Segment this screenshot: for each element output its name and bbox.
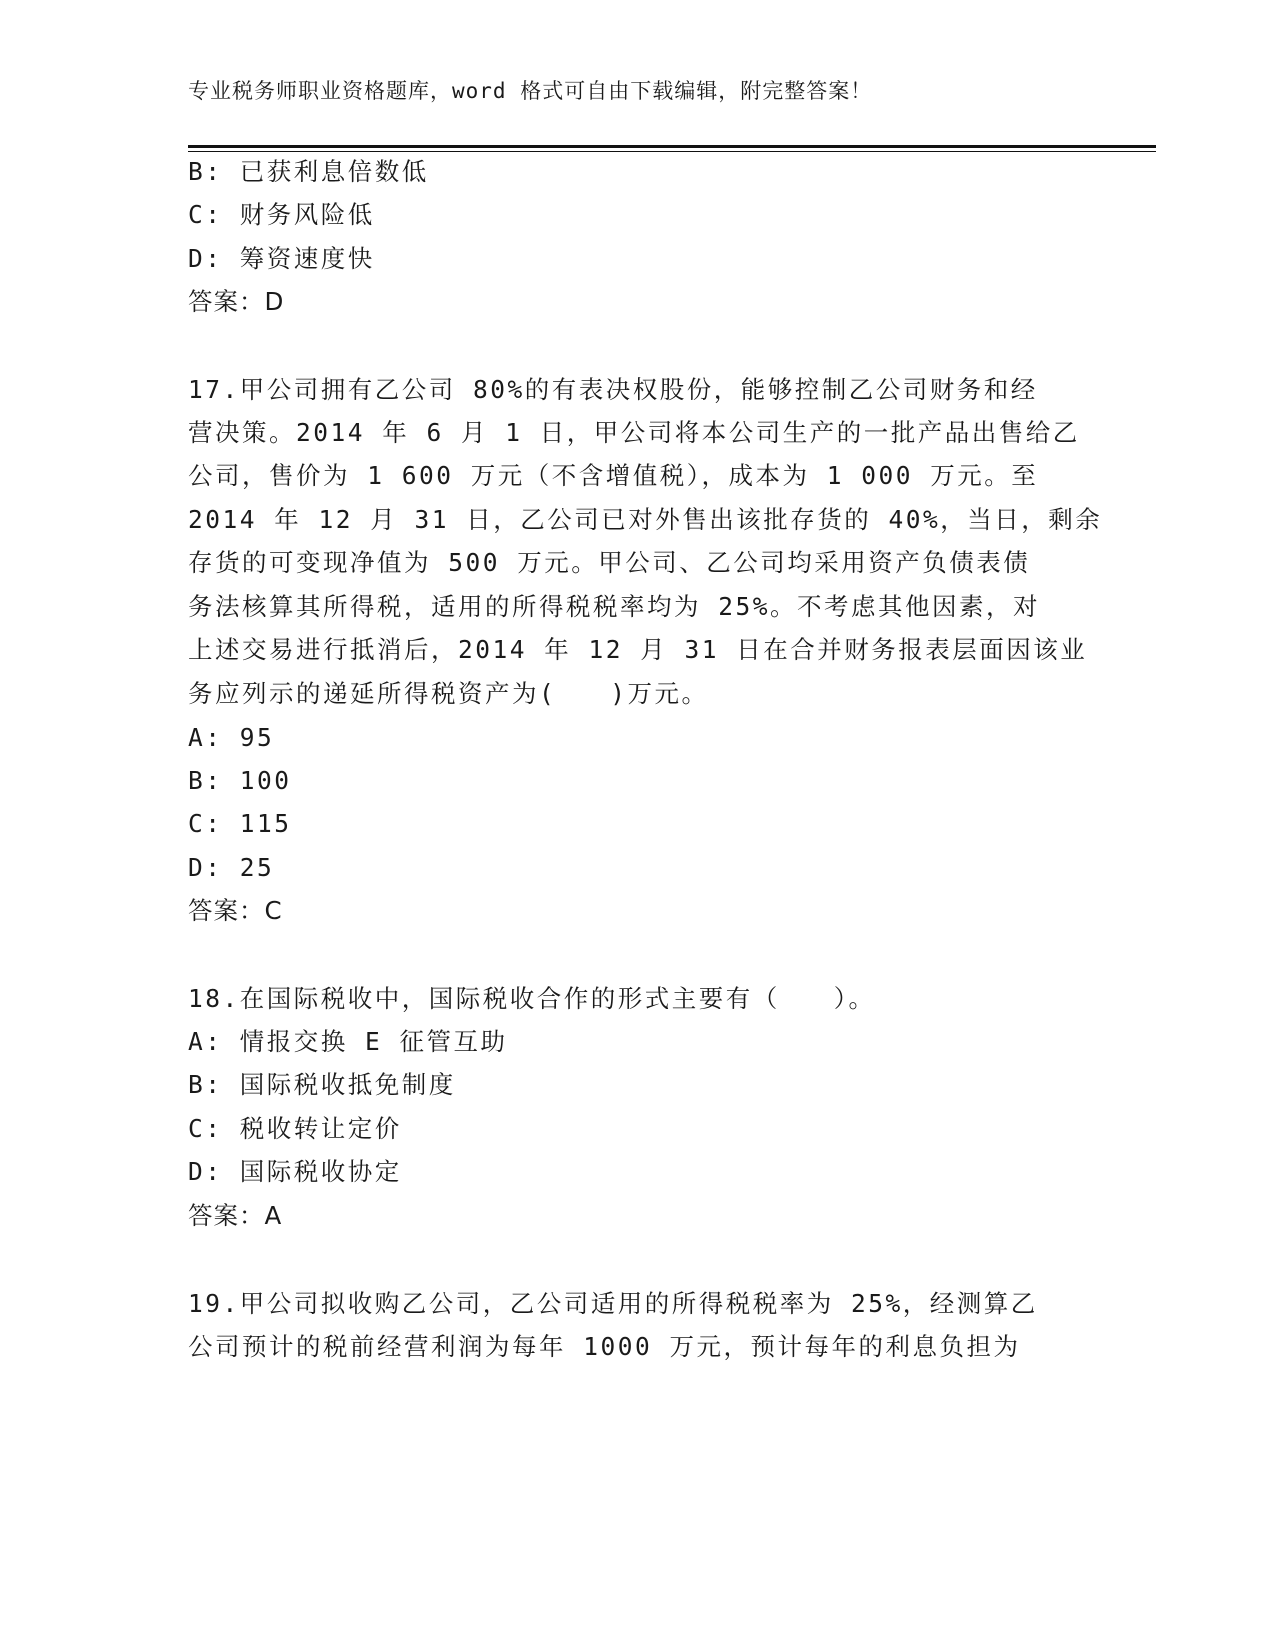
q16-option-d: D: 筹资速度快 (188, 244, 375, 273)
q18-stem: 18.在国际税收中，国际税收合作的形式主要有（ ）。 (188, 984, 876, 1013)
header-rule-thick (188, 145, 1156, 148)
q19-stem-line: 公司预计的税前经营利润为每年 1000 万元，预计每年的利息负担为 (188, 1332, 1021, 1361)
q17-stem-line: 2014 年 12 月 31 日，乙公司已对外售出该批存货的 40%，当日，剩余 (188, 505, 1103, 534)
q17-stem-line: 务应列示的递延所得税资产为( )万元。 (188, 679, 709, 708)
q17-option-a: A: 95 (188, 723, 275, 752)
q18-option-a: A: 情报交换 E 征管互助 (188, 1027, 508, 1056)
q19-stem-line: 19.甲公司拟收购乙公司，乙公司适用的所得税税率为 25%，经测算乙 (188, 1289, 1038, 1318)
header-rule-thin (188, 151, 1156, 152)
q17-stem-line: 公司，售价为 1 600 万元（不含增值税），成本为 1 000 万元。至 (188, 461, 1039, 490)
q18-answer: 答案：A (188, 1201, 283, 1230)
q18-option-c: C: 税收转让定价 (188, 1114, 402, 1143)
q17-option-b: B: 100 (188, 766, 292, 795)
q17-option-c: C: 115 (188, 809, 292, 838)
q17-stem-line: 务法核算其所得税，适用的所得税税率均为 25%。不考虑其他因素，对 (188, 592, 1040, 621)
q16-option-b: B: 已获利息倍数低 (188, 157, 429, 186)
q18-option-b: B: 国际税收抵免制度 (188, 1070, 456, 1099)
q17-answer: 答案：C (188, 896, 283, 925)
q17-option-d: D: 25 (188, 853, 275, 882)
q18-option-d: D: 国际税收协定 (188, 1157, 402, 1186)
q17-stem-line: 存货的可变现净值为 500 万元。甲公司、乙公司均采用资产负债表债 (188, 548, 1031, 577)
q17-stem-line: 17.甲公司拥有乙公司 80%的有表决权股份，能够控制乙公司财务和经 (188, 375, 1038, 404)
page-header: 专业税务师职业资格题库，word 格式可自由下载编辑，附完整答案！ (188, 79, 873, 103)
q17-stem-line: 上述交易进行抵消后，2014 年 12 月 31 日在合并财务报表层面因该业 (188, 635, 1088, 664)
q17-stem-line: 营决策。2014 年 6 月 1 日，甲公司将本公司生产的一批产品出售给乙 (188, 418, 1080, 447)
q16-option-c: C: 财务风险低 (188, 200, 375, 229)
q16-answer: 答案：D (188, 287, 285, 316)
